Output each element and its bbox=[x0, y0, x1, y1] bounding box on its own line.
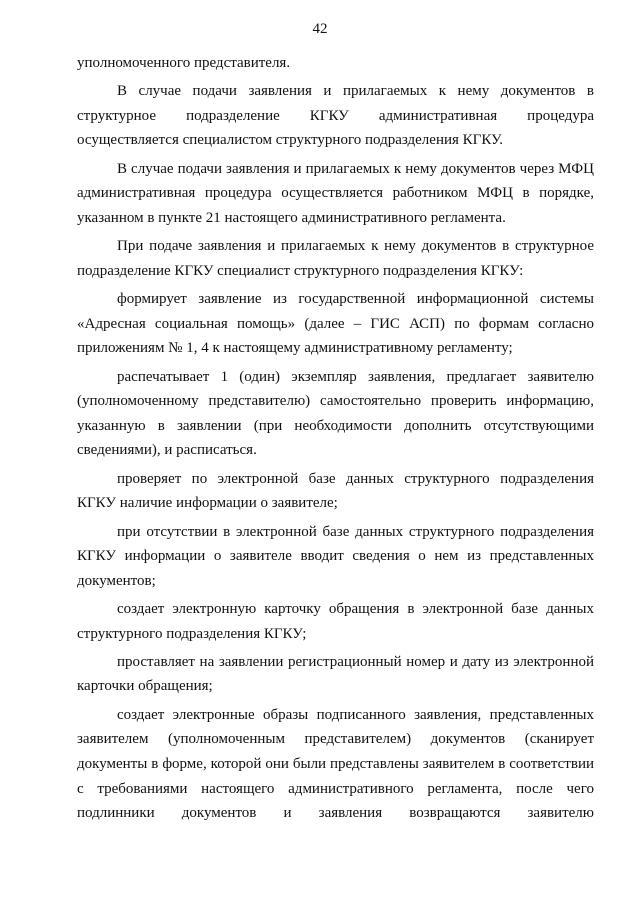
paragraph: проставляет на заявлении регистрационный номер и дату из электронной карточки обращения; bbox=[77, 653, 594, 695]
paragraph: В случае подачи заявления и прилагаемых к нему документов в структурное подразделение КГКУ административная процедура осуществляется специалистом структурного подразделения КГКУ. bbox=[77, 83, 594, 149]
paragraph: создает электронные образы подписанного заявления, представленных заявителем (уполномоченным представителем) документов (сканирует документы в форме, которой они были представлены заявителем в соответствии с требованиями настоящего административного регламента, после чего подлинники документов и заявления возвращаются заявителю bbox=[77, 706, 594, 822]
paragraph: При подаче заявления и прилагаемых к нему документов в структурное подразделение КГКУ специалист структурного подразделения КГКУ: bbox=[77, 238, 594, 279]
paragraph: уполномоченного представителя. bbox=[77, 55, 291, 71]
paragraph: при отсутствии в электронной базе данных структурного подразделения КГКУ информации о заявителе вводит сведения о нем из представленных документов; bbox=[77, 523, 594, 589]
paragraph: В случае подачи заявления и прилагаемых к нему документов через МФЦ административная процедура осуществляется работником МФЦ в порядке, указанном в пункте 21 настоящего административного регламента. bbox=[77, 160, 594, 226]
paragraph: проверяет по электронной базе данных структурного подразделения КГКУ наличие информации о заявителе; bbox=[77, 470, 594, 512]
paragraph: создает электронную карточку обращения в электронной базе данных структурного подразделения КГКУ; bbox=[77, 600, 594, 642]
paragraph: формирует заявление из государственной информационной системы «Адресная социальная помощь» (далее – ГИС АСП) по формам согласно приложениям № 1, 4 к настоящему административному регламенту; bbox=[77, 291, 594, 357]
paragraph: распечатывает 1 (один) экземпляр заявления, предлагает заявителю (уполномоченному представителю) самостоятельно проверить информацию, указанную в заявлении (при необходимости дополнить отсутствующими сведениями), и расписаться. bbox=[77, 368, 594, 459]
document-body bbox=[77, 51, 594, 829]
page-number: 42 bbox=[312, 21, 328, 37]
